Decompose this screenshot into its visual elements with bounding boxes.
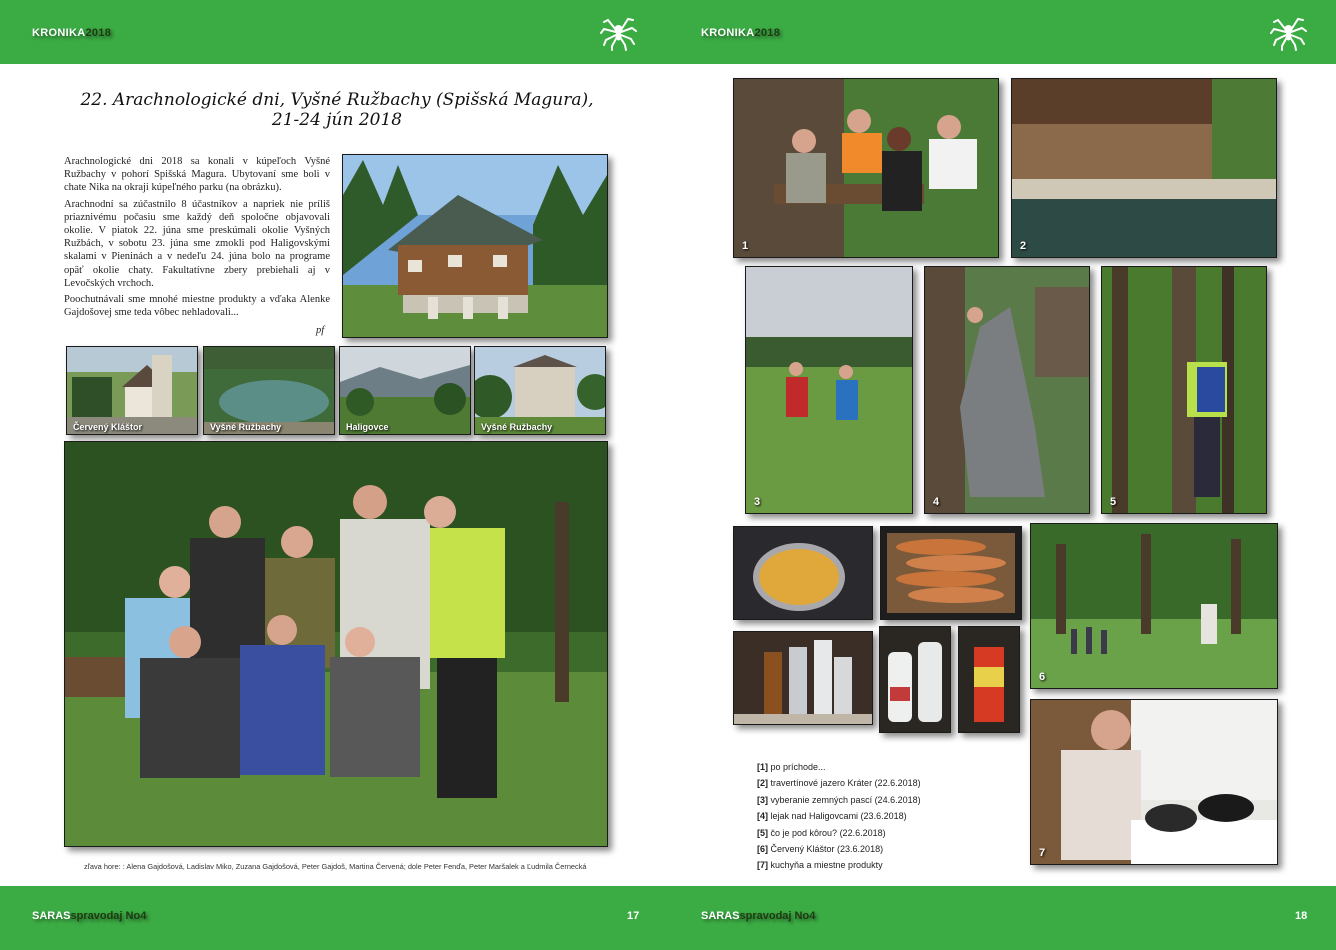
thumbnail-photo (339, 346, 471, 435)
photo-number: 1 (742, 240, 749, 252)
food-photo-fish (880, 526, 1022, 620)
legend-item: [3] vyberanie zemných pascí (24.6.2018) (757, 794, 921, 805)
numbered-photo (924, 266, 1090, 514)
food-photo-mushrooms (733, 526, 873, 620)
legend-item: [4] lejak nad Haligovcami (23.6.2018) (757, 811, 907, 822)
footer-band (0, 886, 1336, 950)
numbered-photo (1101, 266, 1267, 514)
legend-item: [6] Červený Kláštor (23.6.2018) (757, 844, 884, 855)
group-photo (64, 441, 608, 847)
numbered-photo (1011, 78, 1277, 258)
page-number-left: 17 (627, 910, 640, 922)
left-footer-title: SARASspravodaj No4 (32, 910, 147, 922)
food-photo-bottles (733, 631, 873, 725)
numbered-photo (1030, 523, 1278, 689)
food-photo-can (958, 626, 1020, 733)
photo-number: 2 (1020, 240, 1027, 252)
thumbnail-photo (474, 346, 606, 435)
spider-logo-icon (598, 12, 638, 52)
legend-item: [7] kuchyňa a miestne produkty (757, 860, 883, 871)
legend-item: [2] travertínové jazero Kráter (22.6.2018) (757, 778, 921, 789)
numbered-photo (745, 266, 913, 514)
legend-item: [5] čo je pod kôrou? (22.6.2018) (757, 827, 886, 838)
thumbnail-caption: Haligovce (346, 422, 389, 432)
numbered-photo (1030, 699, 1278, 865)
thumbnail-photo (203, 346, 335, 435)
food-photo-milk (879, 626, 951, 733)
photo-number: 6 (1039, 671, 1046, 683)
photo-number: 3 (754, 496, 761, 508)
article-paragraph: Poochutnávali sme mnohé miestne produkty a vďaka Alenke Gajdošovej sme teda vôbec nehladovali... (64, 294, 330, 319)
left-header-title: KRONIKA2018 (32, 27, 112, 39)
legend-item: [1] po príchode... (757, 762, 826, 772)
article-paragraph: Arachnodní sa zúčastnilo 8 účastníkov a napriek nie príliš priaznivému počasiu sme každý deň spoločne objavovali okolie. V piatok 22. júna sme preskúmali okolie Vyšných Ružbách, v sobotu 23. júna sme zmokli pod Haligovskými skalami v Pieninách a v nedeľu 24. júna bolo na programe opäť okolie chaty. Fakultatívne zbery prebiehali aj v Levočských vrchoch. (64, 198, 330, 289)
right-header-title: KRONIKA2018 (701, 27, 781, 39)
photo-number: 4 (933, 496, 940, 508)
article-title (64, 90, 610, 130)
article-title-line2: 21-24 jún 2018 (271, 110, 403, 130)
group-photo-caption: zľava hore: : Alena Gajdošová, Ladislav Miko, Zuzana Gajdošová, Peter Gajdoš, Martina Červená; dole Peter Fenďa, Peter Maršalek a Ľudmila Černecká (84, 862, 587, 871)
photo-number: 7 (1039, 847, 1046, 859)
photo-legend (757, 759, 921, 874)
right-footer-title: SARASspravodaj No4 (701, 910, 816, 922)
thumbnail-caption: Vyšné Ružbachy (210, 422, 282, 432)
chalet-photo (342, 154, 608, 338)
article-body (64, 155, 330, 322)
thumbnail-caption: Vyšné Ružbachy (481, 422, 553, 432)
numbered-photo (733, 78, 999, 258)
article-paragraph: Arachnologické dni 2018 sa konali v kúpeľoch Vyšné Ružbachy v pohorí Spišská Magura. Ubytovaní sme boli v chate Nika na okraji kúpeľného parku (na obrázku). (64, 156, 330, 194)
article-title-line1: 22. Arachnologické dni, Vyšné Ružbachy (Spišská Magura), (80, 90, 594, 110)
spider-logo-icon (1268, 12, 1308, 52)
thumbnail-caption: Červený Kláštor (73, 422, 143, 432)
header-band (0, 0, 1336, 64)
page-number-right: 18 (1295, 910, 1308, 922)
article-signature: pf (316, 325, 325, 336)
photo-number: 5 (1110, 496, 1117, 508)
thumbnail-photo (66, 346, 198, 435)
